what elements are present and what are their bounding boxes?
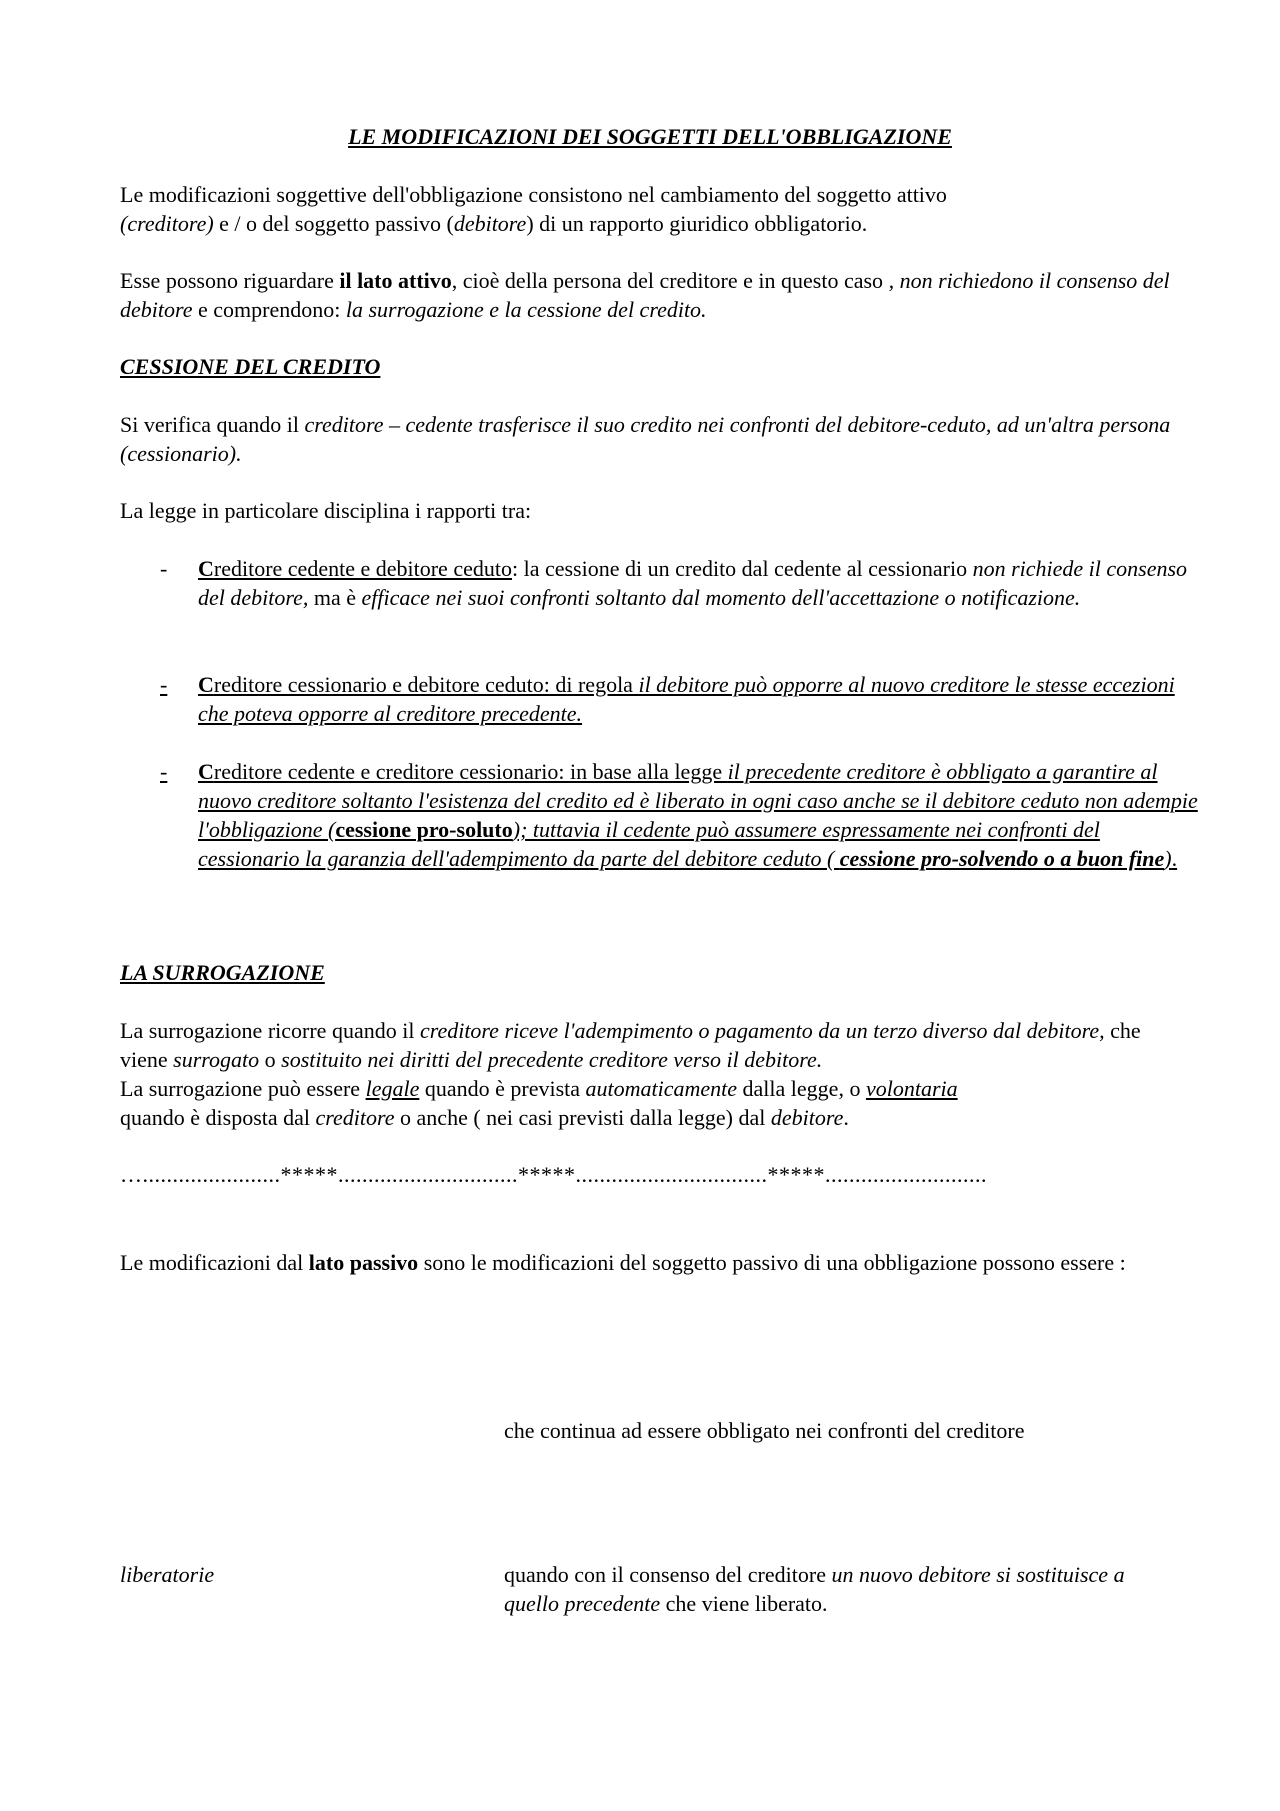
surrogazione-text: La surrogazione ricorre quando il (120, 1018, 420, 1043)
bullet-italic: efficace nei suoi confronti soltanto dal momento dell'accettazione o notificazione. (361, 585, 1081, 610)
table-row2-left (120, 1560, 480, 1589)
row2-text: che viene liberato. (660, 1591, 828, 1616)
surrogazione-italic: creditore (315, 1105, 395, 1130)
bullet-mark: - (160, 556, 168, 581)
surrogazione-italic: debitore (770, 1105, 844, 1130)
table-row2-right (504, 1560, 1144, 1618)
surrogazione-text: che viene (120, 1018, 1141, 1072)
liberatorie-term: liberatorie (120, 1562, 215, 1587)
table-row1-right: che continua ad essere obbligato nei confronti del creditore (504, 1418, 1025, 1443)
bullet-text: reditore cedente e creditore cessionario: in base alla legge (213, 759, 728, 784)
intro-creditore: (creditore) (120, 211, 214, 236)
attivo-text: Esse possono riguardare (120, 268, 340, 293)
passivo-text: sono le modificazioni del soggetto passivo di una obbligazione possono essere : (418, 1250, 1126, 1275)
page-title: LE MODIFICAZIONI DEI SOGGETTI DELL'OBBLIGAZIONE (348, 124, 952, 149)
bullet-cessionario-ceduto (198, 670, 1198, 728)
lato-passivo-paragraph (120, 1248, 1180, 1277)
intro-text: e / o del soggetto passivo ( (213, 211, 454, 236)
surrogazione-text: quando è disposta dal (120, 1105, 316, 1130)
attivo-italic: la surrogazione e la cessione del credito. (345, 297, 707, 322)
bullet-text: . (1171, 846, 1178, 871)
separator-line: ….......................*****..............................*****................................*****........................... (120, 1162, 987, 1187)
bullet-mark: - (160, 672, 168, 697)
pro-soluto-term: cessione pro-soluto (335, 817, 513, 842)
attivo-bold: il lato attivo (339, 268, 452, 293)
legale-term: legale (365, 1076, 420, 1101)
bullet-italic: ); tuttavia il cedente può assumere espressamente nei confronti del cessionario la garanzia dell'adempimento da parte del debitore ceduto ( (198, 817, 1100, 871)
bullet-italic: il debitore può opporre al nuovo creditore le stesse eccezioni che poteva opporre al creditore precedente. (198, 672, 1175, 726)
bullet-text: ma è (308, 585, 362, 610)
attivo-text: e comprendono: (192, 297, 346, 322)
surrogazione-text: . (843, 1105, 849, 1130)
attivo-italic: , non richiedono il consenso del debitore (120, 268, 1170, 322)
bullet-initial: C (198, 759, 214, 784)
bullet-italic: il precedente creditore è obbligato a garantire al nuovo creditore soltanto l'esistenza del credito ed è liberato in ogni caso anche se il debitore ceduto non adempie l'obbligazione ( (198, 759, 1198, 842)
row2-italic: un nuovo debitore si sostituisce a quello precedente (504, 1562, 1125, 1616)
section-heading-surrogazione: LA SURROGAZIONE (120, 960, 325, 985)
bullet-text: : la cessione di un credito dal cedente al cessionario (511, 556, 973, 581)
pro-solvendo-term: cessione pro-solvendo o a buon fine (839, 846, 1165, 871)
surrogazione-italic: automaticamente (585, 1076, 738, 1101)
bullet-label: reditore cedente e debitore ceduto (213, 556, 512, 581)
intro-text: ) di un rapporto giuridico obbligatorio. (526, 211, 868, 236)
bullet-text: reditore cessionario e debitore ceduto: di regola (213, 672, 639, 697)
cessione-text: Si verifica quando il (120, 412, 305, 437)
intro-text: Le modificazioni soggettive dell'obbligazione consistono nel cambiamento del soggetto attivo (120, 182, 947, 207)
bullet-cedente-cessionario (198, 757, 1198, 873)
surrogazione-text: dalla legge, o (737, 1076, 866, 1101)
cessione-legge: La legge in particolare disciplina i rapporti tra: (120, 498, 532, 523)
volontaria-term: volontaria (865, 1076, 958, 1101)
bullet-mark: - (160, 759, 168, 784)
cessione-definition (120, 410, 1180, 468)
bullet-italic: non richiede il consenso del debitore, (198, 556, 1188, 610)
surrogazione-text: o anche ( nei casi previsti dalla legge) dal (394, 1105, 771, 1130)
lato-attivo-paragraph (120, 266, 1180, 324)
surrogazione-italic: sostituito nei diritti del precedente creditore verso il debitore. (281, 1047, 823, 1072)
surrogazione-text: o (259, 1047, 282, 1072)
bullet-italic: ) (1164, 846, 1172, 871)
passivo-bold: lato passivo (308, 1250, 419, 1275)
bullet-initial: C (198, 556, 214, 581)
passivo-text: Le modificazioni dal (120, 1250, 309, 1275)
bullet-initial: C (198, 672, 214, 697)
surrogazione-paragraph (120, 1016, 1180, 1132)
intro-paragraph (120, 180, 1180, 238)
bullet-cedente-ceduto (198, 554, 1198, 612)
surrogazione-italic: creditore riceve l'adempimento o pagamento da un terzo diverso dal debitore, (419, 1018, 1105, 1043)
attivo-text: , cioè della persona del creditore e in questo caso (451, 268, 884, 293)
section-heading-cessione: CESSIONE DEL CREDITO (120, 354, 381, 379)
surrogazione-text: La surrogazione può essere (120, 1076, 366, 1101)
surrogazione-italic: surrogato (173, 1047, 260, 1072)
cessione-italic: creditore – cedente trasferisce il suo credito nei confronti del debitore-ceduto, ad un'altra persona (cessionario). (120, 412, 1171, 466)
row2-text: quando con il consenso del creditore (504, 1562, 832, 1587)
intro-debitore: debitore (453, 211, 527, 236)
surrogazione-text: quando è prevista (419, 1076, 586, 1101)
